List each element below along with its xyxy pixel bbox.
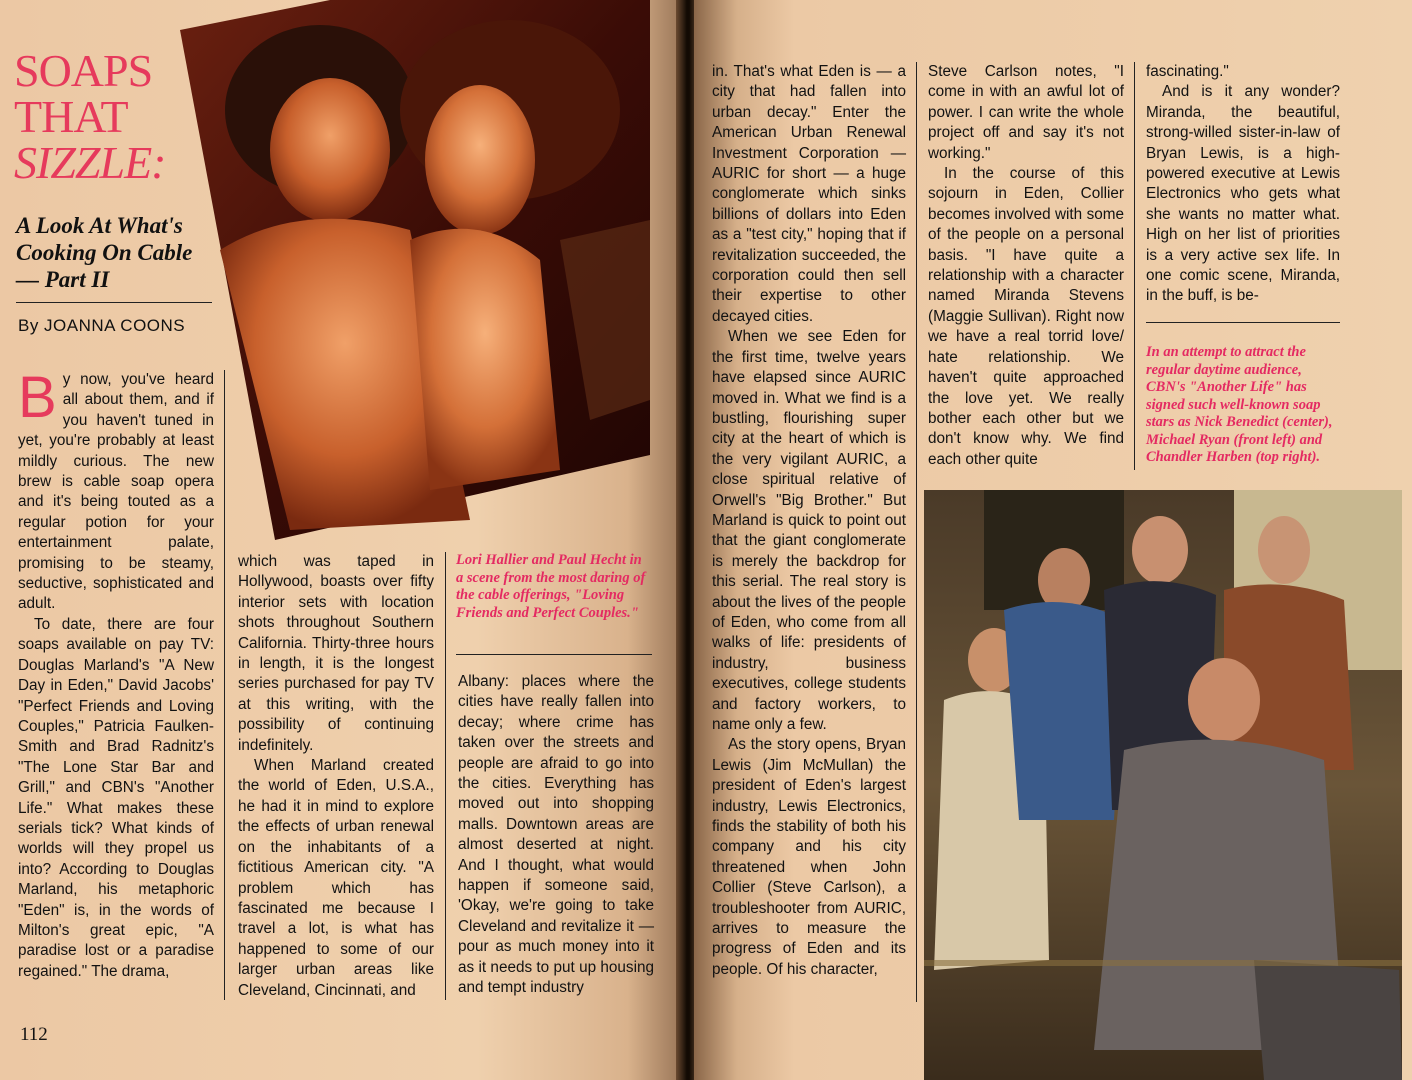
article-column-6	[1146, 62, 1340, 307]
paragraph: When Marland created the world of Eden, U.S.A., he had it in mind to explore the effects of urban renewal on the inhabitants of a fictitious American city. "A problem which has fascinated me because I travel a lot, is what has happened to some of our larger urban areas like Cleveland, Cincinnati, and	[238, 757, 434, 999]
photo-cast-group-icon	[924, 490, 1402, 1080]
headline-line-3: SIZZLE:	[14, 137, 166, 188]
caption-rule-2	[1146, 322, 1340, 323]
page-number: 112	[20, 1024, 48, 1045]
paragraph: Steve Carlson notes, "I come in with an awful lot of power. I can write the whole project off and say it's not working."	[928, 63, 1124, 162]
article-column-1	[18, 365, 214, 982]
paragraph-text: y now, you've heard all about them, and if you haven't tuned in yet, you're probably at least mildly curious. The new brew is cable soap opera and it's being touted as a regular potion for your entertainment palate, promising to be steamy, seductive, sophisticated and adult.	[18, 371, 214, 613]
article-column-2	[238, 552, 434, 1001]
paragraph: To date, there are four soaps available on pay TV: Douglas Marland's "A New Day in Eden," David Jacobs' "Perfect Friends and Loving Couples," Patricia Faulken-Smith and Brad Radnitz's "The Lone Star Bar and Grill," and CBN's "Another Life." What makes these serials tick? What kinds of worlds will they propel us into? According to Douglas Marland, his metaphoric "Eden" is, in the words of Milton's great epic, "A paradise lost or a paradise regained." The drama,	[18, 615, 214, 980]
column-rule-4	[916, 62, 917, 1002]
paragraph: In the course of this sojourn in Eden, Collier becomes involved with some of the people on a personal basis. "I have quite a relationship with a character named Miranda Stevens (Maggie Sullivan). Right now we have a real torrid love/ hate relationship. We haven't quite approached the love yet. We really bother each other but we don't know why. We find each other quite	[928, 165, 1124, 468]
article-column-5	[928, 62, 1124, 470]
paragraph: which was taped in Hollywood, boasts over fifty interior sets with location shots throughout Southern California. Thirty-three hours in length, it is the longest series purchased for pay TV at this writing, with the possibility of continuing indefinitely.	[238, 553, 434, 754]
right-page	[694, 0, 1412, 1080]
subhead: A Look At What's Cooking On Cable — Part II	[16, 213, 193, 292]
paragraph	[18, 365, 214, 615]
paragraph: Albany: places where the cities have really fallen into decay; where crime has taken over the streets and people are afraid to go into the cities. Everything has moved out into shopping malls. Downtown areas are almost deserted at night. And I thought, what would happen if someone said, 'Okay, we're going to take Cleveland and revitalize it — pour as much money into it as it needs to put up housing and tempt industry	[458, 673, 654, 997]
column-rule-1	[224, 370, 225, 1000]
paragraph: in. That's what Eden is — a city that had fallen into urban decay." Enter the American Urban Renewal Investment Corporation — AURIC for short — a huge conglomerate which sinks billions of dollars into Eden as a "test city," hoping that if revitalization succeeded, the corporation could then sell their expertise to other decayed cities.	[712, 63, 906, 325]
left-page	[0, 0, 682, 1080]
article-column-4	[712, 62, 906, 980]
paragraph: When we see Eden for the first time, twelve years have elapsed since AURIC moved in. What we find is a bustling, flourishing super city at the heart of which is the very vigilant AURIC, a close spiritual relative of Orwell's "Big Brother." But Marland is quick to point out that the giant conglomerate is merely the backdrop for this serial. The real story is about the lives of the people of Eden, who come from all walks of life: presidents of industry, business executives, college students and factory workers, to name only a few.	[712, 328, 906, 733]
drop-cap: B	[18, 365, 57, 430]
headline	[14, 45, 204, 188]
paragraph: fascinating."	[1146, 63, 1229, 80]
headline-line-2: THAT	[14, 91, 128, 142]
photo-caption-2: In an attempt to attract the regular daytime audience, CBN's "Another Life" has signed such well-known soap stars as Nick Benedict (center), Michael Ryan (front left) and Chandler Harben (top right).	[1146, 344, 1333, 465]
article-column-3	[458, 672, 654, 999]
photo-caption-1: Lori Hallier and Paul Hecht in a scene from the most daring of the cable offerings, "Loving Friends and Perfect Couples."	[456, 552, 646, 621]
paragraph: And is it any wonder? Miranda, the beautiful, strong-willed sister-in-law of Bryan Lewis, is a high-powered executive at Lewis Electronics who gets what she wants no matter what. High on her list of priorities is a very active sex life. In one comic scene, Miranda, in the buff, is be-	[1146, 83, 1340, 305]
photo-embrace-icon	[180, 0, 650, 540]
byline: By JOANNA COONS	[18, 316, 186, 335]
column-rule-5	[1134, 62, 1135, 470]
headline-line-1: SOAPS	[14, 45, 153, 96]
paragraph: As the story opens, Bryan Lewis (Jim McMullan) the president of Eden's largest industry, Lewis Electronics, finds the stability of both his company and his city threatened when John Collier (Steve Carlson), a troubleshooter from AURIC, arrives to measure the progress of Eden and its people. Of his character,	[712, 736, 906, 978]
caption-rule-1	[456, 654, 652, 655]
column-rule-2	[445, 552, 446, 1000]
